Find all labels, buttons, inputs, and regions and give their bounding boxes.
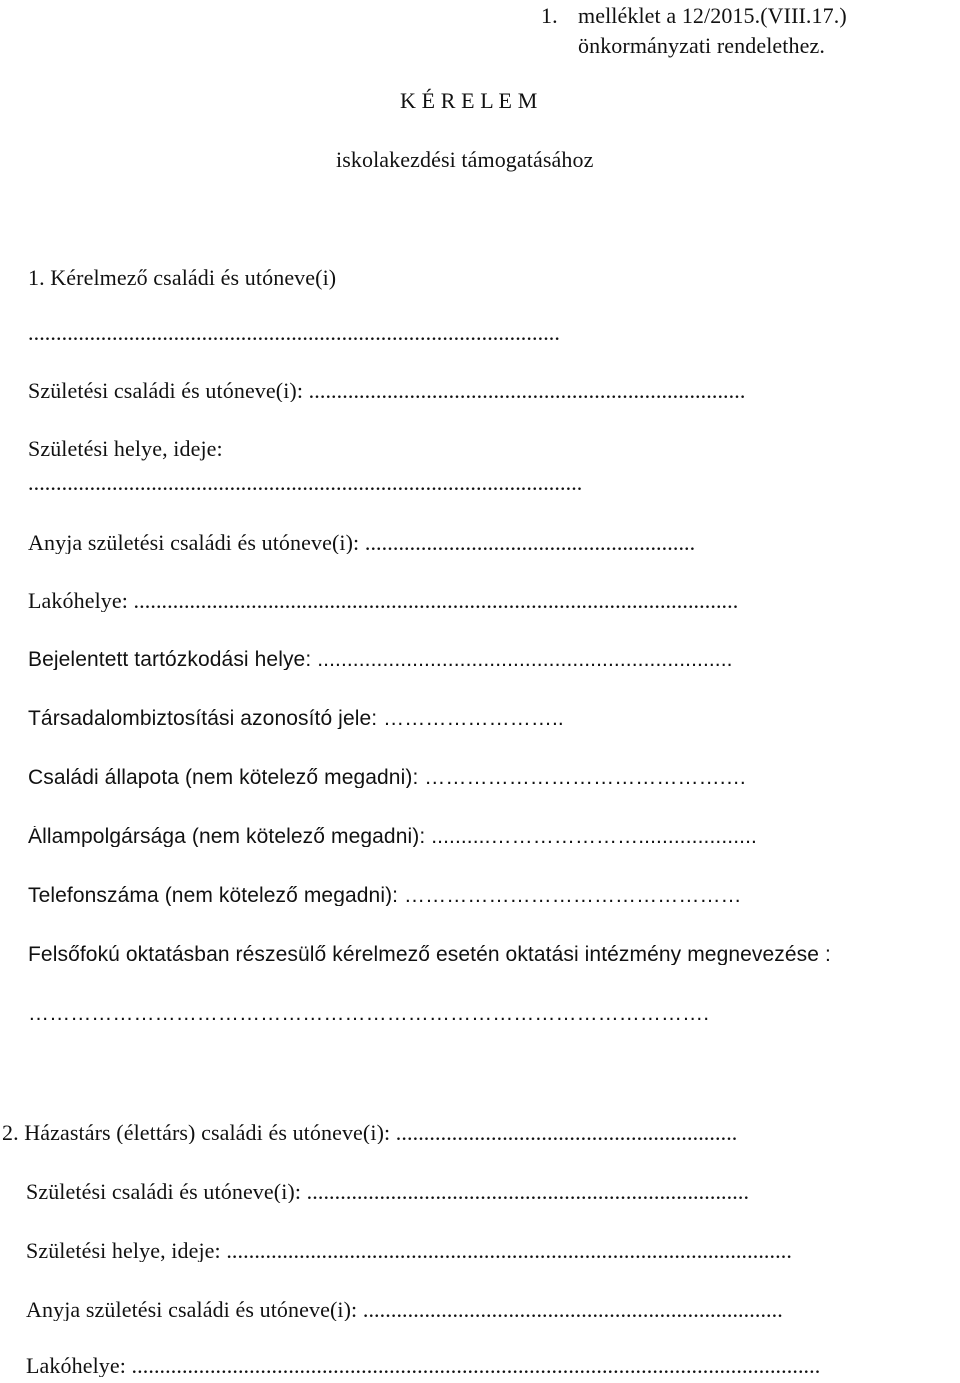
applicant-marital-status-line: Családi állapota (nem kötelező megadni): …………………………………….…	[28, 767, 747, 788]
applicant-taj-line: Társadalombiztosítási azonosító jele: ……………………..	[28, 708, 564, 729]
applicant-birth-place-label: Születési helye, ideje:	[28, 436, 223, 461]
applicant-phone-line: Telefonszáma (nem kötelező megadni): …………………………………………	[28, 885, 742, 906]
institution-label: Felsőfokú oktatásban részesülő kérelmező esetén oktatási intézmény megnevezése :	[28, 944, 831, 965]
applicant-mother-name-line: Anyja születési családi és utóneve(i): ...........................................................	[28, 532, 696, 554]
institution-blank: …………………………………………………………………………………….	[28, 1003, 710, 1024]
annex-line-2: önkormányzati rendelethez.	[578, 33, 825, 58]
document-subtitle: iskolakezdési támogatásához	[336, 147, 594, 172]
applicant-citizenship-line: Állampolgársága (nem kötelező megadni): ..........…………………....................	[28, 826, 757, 847]
spouse-mother-name-line: Anyja születési családi és utóneve(i): ...........................................................................	[26, 1299, 783, 1321]
section-1-heading: 1. Kérelmező családi és utóneve(i)	[28, 265, 337, 290]
annex-line-1: melléklet a 12/2015.(VIII.17.)	[578, 3, 847, 28]
applicant-residence-line: Lakóhelye: ............................................................................................................	[28, 590, 739, 612]
annex-number: 1.	[541, 3, 558, 28]
spouse-birth-place-line: Születési helye, ideje: .....................................................................................................	[26, 1240, 792, 1262]
applicant-name-blank: ...............................................................................................	[28, 322, 560, 344]
applicant-temp-residence-line: Bejelentett tartózkodási helye: ......................................................................	[28, 649, 733, 670]
applicant-birth-name-line: Születési családi és utóneve(i): ..............................................................................	[28, 380, 746, 402]
applicant-birth-place-blank: ...................................................................................................	[28, 472, 583, 494]
spouse-residence-line: Lakóhelye: ...........................................................................................................................	[26, 1355, 821, 1377]
spouse-birth-name-line: Születési családi és utóneve(i): ...............................................................................	[26, 1181, 750, 1203]
section-2-heading: 2. Házastárs (élettárs) családi és utóneve(i): .............................................................	[2, 1122, 738, 1144]
document-title: K É R E L E M	[400, 88, 538, 113]
